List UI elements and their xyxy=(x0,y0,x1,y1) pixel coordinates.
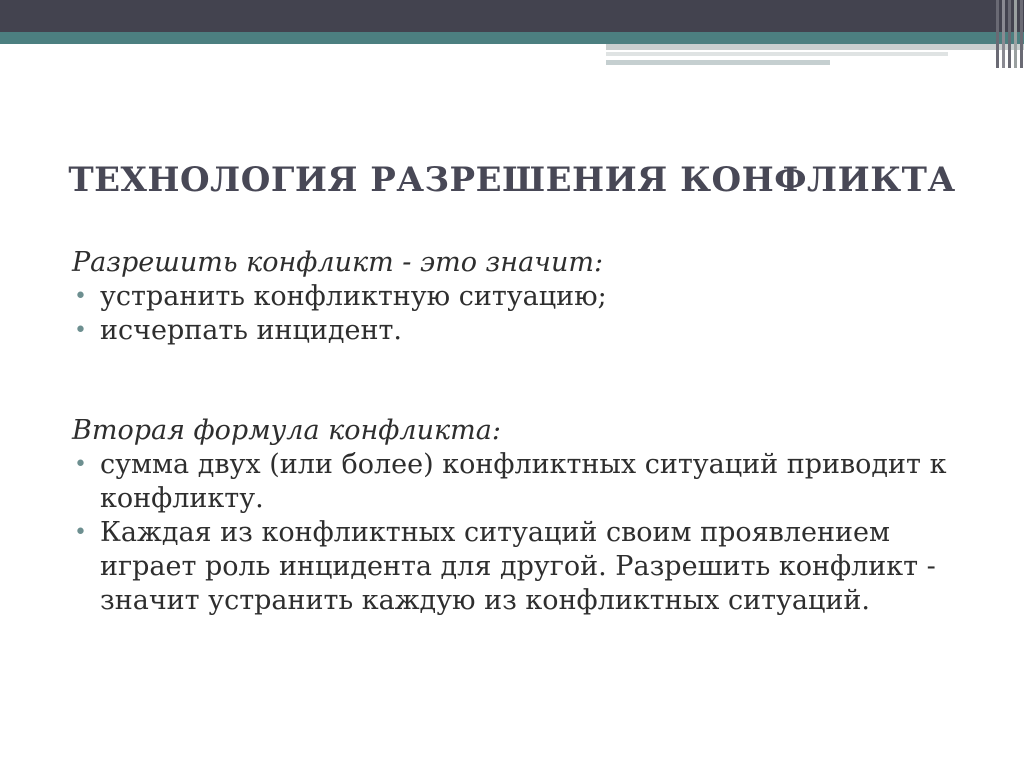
section2-lead: Вторая формула конфликта: xyxy=(72,415,501,446)
list-item xyxy=(72,448,952,516)
bullet-icon: • xyxy=(74,520,87,545)
list-item xyxy=(72,280,952,314)
bullet-icon: • xyxy=(74,284,87,309)
header-bar-light xyxy=(606,60,830,65)
slide-content xyxy=(72,246,952,618)
list-item-text: Каждая из конфликтных ситуаций своим проявлением играет роль инцидента для другой. Разрешить конфликт - значит устранить каждую из конфликтных ситуаций. xyxy=(100,517,936,616)
header-bar-grey xyxy=(606,44,1024,50)
list-item-text: сумма двух (или более) конфликтных ситуаций приводит к конфликту. xyxy=(100,449,947,514)
list-item-text: устранить конфликтную ситуацию; xyxy=(100,281,607,312)
slide-title: ТЕХНОЛОГИЯ РАЗРЕШЕНИЯ КОНФЛИКТА xyxy=(68,160,956,200)
header-bar-dark xyxy=(0,0,1024,32)
section1-bullet-list xyxy=(72,280,952,348)
list-item xyxy=(72,516,952,618)
header-bar-teal xyxy=(0,32,1024,44)
list-item-text: исчерпать инцидент. xyxy=(100,315,403,346)
header-bar-grey-thin xyxy=(606,52,948,56)
bullet-icon: • xyxy=(74,318,87,343)
section2-bullet-list xyxy=(72,448,952,618)
header-vertical-lines xyxy=(994,0,1024,68)
bullet-icon: • xyxy=(74,452,87,477)
list-item xyxy=(72,314,952,348)
section1-lead: Разрешить конфликт - это значит: xyxy=(72,247,604,278)
